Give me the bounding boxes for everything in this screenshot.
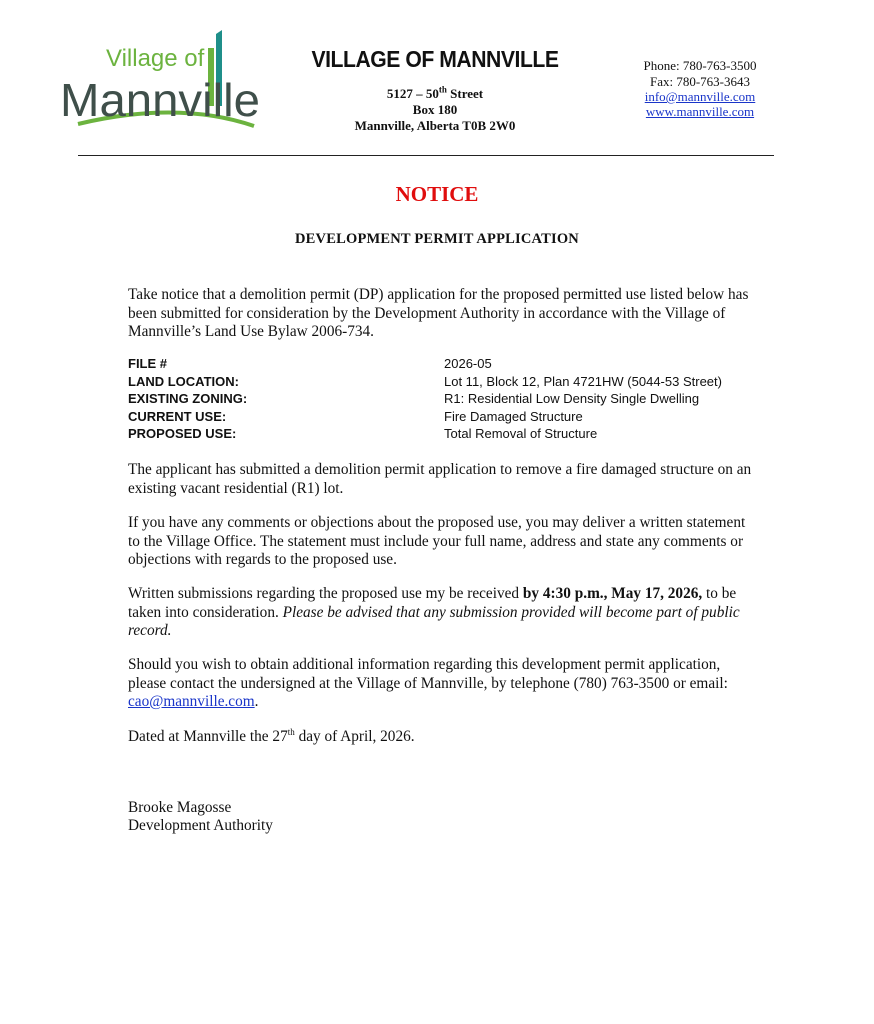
street-number: 5127 – 50 [386,86,439,101]
address-box: Box 180 [412,102,458,117]
address-street [300,86,570,102]
submission-deadline: by 4:30 p.m., May 17, 2026, [522,585,703,602]
logo-line2: Mannville [60,74,260,126]
website-link[interactable]: www.mannville.com [645,104,755,119]
header-divider [78,155,774,156]
detail-label: EXISTING ZONING: [128,391,248,406]
street-suffix: th [438,84,447,95]
org-name: VILLAGE OF MANNVILLE [311,46,559,72]
detail-label: LAND LOCATION: [128,373,239,389]
village-logo [58,28,268,140]
detail-label: FILE # [128,356,168,371]
submissions-text: Written submissions regarding the proposed use my be received [128,585,523,602]
info-paragraph [128,656,758,712]
detail-label: CURRENT USE: [128,408,227,424]
info-text-end: . [254,693,259,710]
dated-text-end: day of April, 2026. [294,728,415,745]
notice-subtitle: DEVELOPMENT PERMIT APPLICATION [295,231,579,247]
intro-paragraph: Take notice that a demolition permit (DP) application for the proposed permitted use listed below has been submitted for consideration by the Development Authority in accordance with the Village of Mannville’s Land Use Bylaw 2006-734. [128,286,749,340]
detail-value: 2026-05 [444,356,492,371]
notice-title: NOTICE [395,182,479,206]
public-record-note: Please be advised that any submission provided will become part of public record. [128,603,740,639]
comments-paragraph: If you have any comments or objections about the proposed use, you may deliver a written statement to the Village Office. The statement must include your full name, address and state any comments or objections with regards to the proposed use. [128,514,746,568]
dated-suffix: th [287,726,295,737]
signature-name: Brooke Magosse [128,799,232,816]
submissions-text-mid: to be taken into consideration. [128,585,737,621]
address-city: Mannville, Alberta T0B 2W0 [354,118,516,133]
logo-line1: Village of [106,45,205,72]
detail-value: Total Removal of Structure [444,426,598,441]
email-link[interactable]: info@mannville.com [644,89,756,104]
dated-line [128,728,758,747]
cao-email-link[interactable]: cao@mannville.com [128,693,255,710]
fax: Fax: 780-763-3643 [649,74,751,89]
dated-text: Dated at Mannville the 27 [128,728,288,745]
submissions-paragraph [128,585,758,641]
detail-label: PROPOSED USE: [128,426,237,441]
applicant-paragraph: The applicant has submitted a demolition permit application to remove a fire damaged structure on an existing vacant residential (R1) lot. [128,461,752,497]
detail-value: Lot 11, Block 12, Plan 4721HW (5044-53 Street) [444,373,722,389]
info-text: Should you wish to obtain additional information regarding this development permit application, please contact the undersigned at the Village of Mannville, by telephone (780) 763-3500 or email: [128,656,728,692]
signature-title: Development Authority [128,817,273,834]
street-name: Street [446,86,484,101]
detail-value: Fire Damaged Structure [444,408,583,424]
detail-value: R1: Residential Low Density Single Dwelling [444,391,700,406]
phone: Phone: 780-763-3500 [643,58,757,73]
